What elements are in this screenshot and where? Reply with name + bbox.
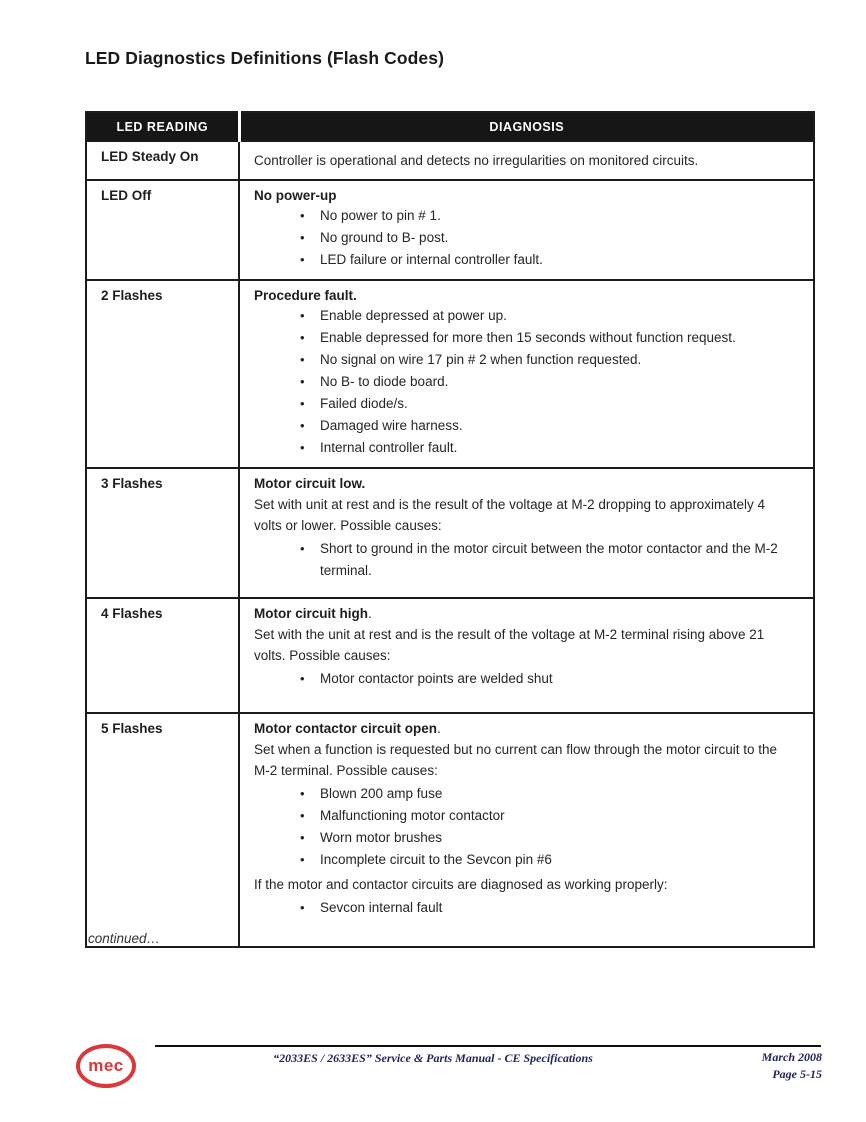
flash-codes-table — [85, 111, 815, 948]
diagnosis-heading: No power-up — [254, 188, 337, 203]
footer-divider — [155, 1045, 821, 1047]
led-reading-cell: LED Off — [86, 180, 239, 280]
table-row — [86, 468, 814, 598]
diagnosis-bullet-list — [254, 205, 803, 271]
led-reading-cell: 3 Flashes — [86, 468, 239, 598]
diagnosis-bullet-list — [254, 305, 803, 459]
diagnosis-heading: Motor contactor circuit open. — [254, 721, 441, 736]
footer-page-info — [762, 1049, 822, 1083]
diagnosis-bullet-item: • Sevcon internal fault — [294, 897, 794, 919]
diagnosis-cell — [239, 598, 814, 713]
diagnosis-bullet-item: • No power to pin # 1. — [294, 205, 794, 227]
page-title: LED Diagnostics Definitions (Flash Codes) — [85, 48, 444, 68]
diagnosis-bullet-item: • Short to ground in the motor circuit between the motor contactor and the M-2 terminal. — [294, 538, 794, 582]
diagnosis-cell — [239, 713, 814, 947]
diagnosis-bullet-item: • Enable depressed at power up. — [294, 305, 794, 327]
diagnosis-bullet-item: • Malfunctioning motor contactor — [294, 805, 794, 827]
table-row — [86, 713, 814, 947]
table-row — [86, 598, 814, 713]
diagnosis-bullet-item: • Motor contactor points are welded shut — [294, 668, 794, 690]
diagnosis-bullet-list — [254, 897, 803, 919]
table-header-row — [86, 112, 814, 141]
diagnosis-bullet-item: • No ground to B- post. — [294, 227, 794, 249]
footer-page-number: Page 5-15 — [772, 1067, 822, 1081]
column-header-led-reading: LED READING — [86, 112, 239, 141]
diagnosis-bullet-item: • Damaged wire harness. — [294, 415, 794, 437]
mec-logo-text: mec — [88, 1056, 124, 1075]
table-row — [86, 141, 814, 180]
continued-note: continued… — [88, 931, 161, 946]
footer-date: March 2008 — [761, 1050, 822, 1064]
diagnosis-bullet-list — [254, 668, 803, 690]
diagnosis-bullet-item: • Worn motor brushes — [294, 827, 794, 849]
diagnosis-cell — [239, 141, 814, 180]
diagnosis-cell — [239, 468, 814, 598]
diagnosis-bullet-item: • Incomplete circuit to the Sevcon pin #6 — [294, 849, 794, 871]
led-reading-cell: 2 Flashes — [86, 280, 239, 468]
diagnosis-cell — [239, 280, 814, 468]
column-header-diagnosis: DIAGNOSIS — [239, 112, 814, 141]
diagnosis-cell — [239, 180, 814, 280]
diagnosis-bullet-item: • LED failure or internal controller fault. — [294, 249, 794, 271]
led-reading-cell: LED Steady On — [86, 141, 239, 180]
diagnosis-heading: Procedure fault. — [254, 288, 357, 303]
led-reading-cell: 4 Flashes — [86, 598, 239, 713]
diagnosis-heading: Motor circuit high. — [254, 606, 372, 621]
diagnosis-bullet-item: • Enable depressed for more then 15 seconds without function request. — [294, 327, 794, 349]
led-reading-cell: 5 Flashes — [86, 713, 239, 947]
diagnosis-heading: Motor circuit low. — [254, 476, 366, 491]
diagnosis-bullet-item: • Failed diode/s. — [294, 393, 794, 415]
diagnosis-bullet-list — [254, 538, 803, 582]
table-row — [86, 180, 814, 280]
table-row — [86, 280, 814, 468]
diagnosis-text: Controller is operational and detects no irregularities on monitored circuits. — [254, 153, 699, 168]
diagnosis-text: Set when a function is requested but no current can flow through the motor circuit to the M-2 terminal. Possible causes: — [254, 742, 778, 778]
diagnosis-text: Set with the unit at rest and is the result of the voltage at M-2 terminal rising above 21 volts. Possible causes: — [254, 627, 765, 663]
diagnosis-bullet-item: • No signal on wire 17 pin # 2 when function requested. — [294, 349, 794, 371]
diagnosis-bullet-list — [254, 783, 803, 871]
diagnosis-bullet-item: • No B- to diode board. — [294, 371, 794, 393]
diagnosis-bullet-item: • Blown 200 amp fuse — [294, 783, 794, 805]
diagnosis-bullet-item: • Internal controller fault. — [294, 437, 794, 459]
footer-manual-title: “2033ES / 2633ES” Service & Parts Manual - CE Specifications — [273, 1051, 593, 1065]
diagnosis-text: If the motor and contactor circuits are diagnosed as working properly: — [254, 877, 668, 892]
diagnosis-text: Set with unit at rest and is the result of the voltage at M-2 dropping to approximately 4 volts or lower. Possible causes: — [254, 497, 766, 533]
